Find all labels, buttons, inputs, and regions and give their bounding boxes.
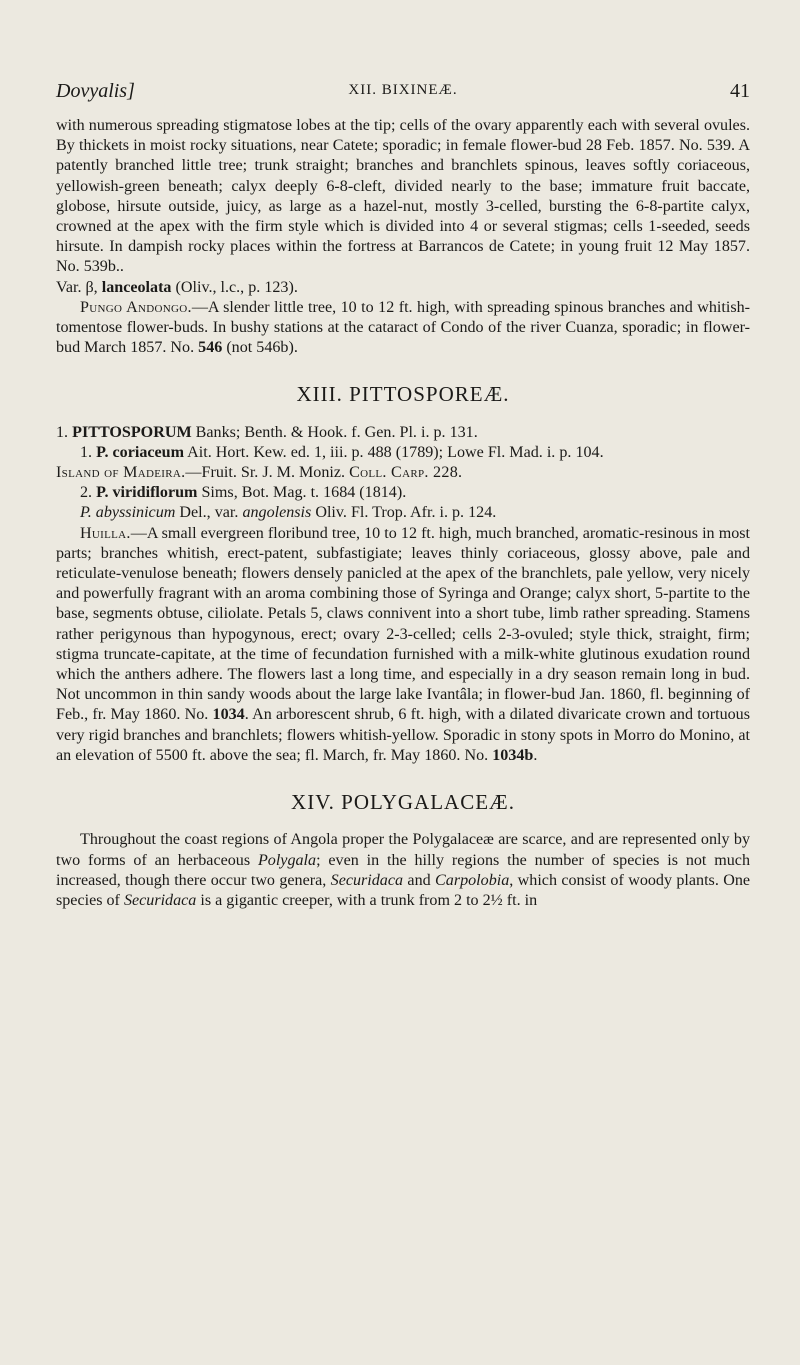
variety-name: lanceolata [101, 278, 172, 296]
genus-polygala: Polygala [257, 851, 317, 869]
locality-madeira: Island of Madeira. [56, 464, 186, 482]
synonym-variety: angolensis [242, 504, 312, 522]
intro-text: , which consist of woody plants. One species of [56, 871, 751, 909]
locality-pungo-andongo: Pungo Andongo. [80, 298, 192, 316]
locality-huilla: Huilla. [80, 524, 131, 542]
running-head-genus: Dovyalis] [56, 80, 135, 102]
species-citation: Sims, Bot. Mag. t. 1684 (1814). [201, 484, 407, 502]
species-name: P. viridiflorum [96, 484, 198, 502]
family-heading-polygalaceae: XIV. POLYGALACEÆ. [291, 790, 515, 815]
huilla-text-2: . An arborescent shrub, 6 ft. high, with a dilated divaricate crown and tortuous very rigid branches and branchlets; flowers whitish-yellow. Sporadic in stony spots in Morro do Monino, at an elevation of 5500 ft. above the sea; fl. March, fr. May 1860. No. [56, 706, 750, 764]
variety-label: Var. β, [56, 278, 98, 296]
species-name: P. coriaceum [96, 443, 185, 461]
synonym-citation: Oliv. Fl. Trop. Afr. i. p. 124. [315, 504, 497, 522]
species-viridiflorum [56, 483, 750, 503]
intro-text: and [407, 871, 431, 889]
collection-number: 1034b [492, 746, 534, 764]
running-head-chapter: XII. BIXINEÆ. [348, 82, 458, 98]
intro-text: Throughout the coast regions of Angola proper the Polygalaceæ are scarce, and are represented only by two forms of an herbaceous [56, 831, 750, 869]
pungo-andongo-entry [56, 298, 750, 359]
dovyalis-description: with numerous spreading stigmatose lobes at the tip; cells of the ovary apparently each with several ovules. By thickets in moist rocky situations, near Catete; sporadic; in female flower-bud 28 Feb. 1857. No. 539. A patently branched little tree; trunk straight; branches and branchlets spinous, leaves softly coriaceous, yellowish-green beneath; calyx deeply 6-8-cleft, divided nearly to the base; immature fruit baccate, globose, hirsute outside, juicy, as large as a hazel-nut, mostly 3-celled, bursting the 6-8-partite calyx, crowned at the apex with the firm style which is divided into 4 or several stigmas; cells 1-seeded, seeds hirsute. In dampish rocky places within the fortress at Barrancos de Catete; in young fruit 12 May 1857. No. 539b.. [56, 117, 750, 276]
intro-text: is a gigantic creeper, with a trunk from 2 to 2½ ft. in [200, 891, 538, 909]
pungo-andongo-text: —A slender little tree, 10 to 12 ft. high, with spreading spinous branches and whitish-tomentose flower-buds. In bushy stations at the cataract of Condo of the river Cuanza, sporadic; in flower-bud March 1857. No. [56, 298, 750, 357]
synonym-entry [56, 503, 750, 523]
genus-securidaca: Securidaca [330, 871, 404, 889]
huilla-text: —A small evergreen floribund tree, 10 to 12 ft. high, much branched, aromatic-resinous in most parts; branches whitish, erect-patent, subfastigiate; leaves thinly coriaceous, glossy above, pale and reticulate-venulose beneath; flowers densely panicled at the apex of the branchlets, pale yellow, very nicely and powerfully fragrant with an aroma combining those of Syringa and Orange; calyx short, 5-partite to the base, segments obtuse, ciliolate. Petals 5, claws connivent into a short tube, limb rather spreading. Stamens rather perigynous than hypogynous, erect; ovary 2-3-celled; cells 2-3-ovuled; style thick, straight, firm; stigma truncate-capitate, at the time of fecundation furnished with a milk-white glutinous exudation round which the anthers adhere. The flowers last a long time, and especially in a dry season remain long in bud. Not uncommon in thin sandy woods about the large lake Ivantâla; in flower-bud Jan. 1860, fl. beginning of Feb., fr. May 1860. No. [56, 524, 750, 724]
huilla-end: . [533, 746, 538, 764]
genus-pittosporum [56, 423, 750, 443]
family-heading-pittosporeae: XIII. PITTOSPOREÆ. [296, 382, 510, 407]
species-number: 2. [80, 484, 93, 502]
running-head [56, 80, 750, 106]
collection-number: 1034 [212, 706, 245, 724]
synonym-mid: Del., var. [179, 504, 239, 522]
variety-entry [56, 278, 750, 298]
genus-citation: Banks; Benth. & Hook. f. Gen. Pl. i. p. 131. [195, 423, 478, 441]
species-coriaceum [56, 443, 750, 463]
synonym-name: P. abyssinicum [80, 504, 176, 522]
polygalaceae-intro [56, 830, 750, 911]
variety-citation: (Oliv., l.c., p. 123). [175, 278, 298, 296]
collection-carp: Coll. Carp. 228. [349, 464, 463, 482]
genus-securidaca: Securidaca [123, 891, 197, 909]
intro-text: ; even in the hilly regions the number of species is not much increased, though there occur two genera, [56, 851, 750, 889]
collection-number: 546 [198, 339, 223, 357]
madeira-entry [56, 463, 750, 483]
page-body [56, 116, 750, 911]
genus-number: 1. [56, 423, 69, 441]
species-number: 1. [80, 443, 93, 461]
genus-name: PITTOSPORUM [72, 423, 192, 441]
madeira-text: —Fruit. Sr. J. M. Moniz. [185, 464, 346, 482]
species-citation: Ait. Hort. Kew. ed. 1, iii. p. 488 (1789); Lowe Fl. Mad. i. p. 104. [187, 443, 604, 461]
genus-carpolobia: Carpolobia [435, 871, 510, 889]
page-number: 41 [730, 80, 750, 102]
huilla-entry [56, 524, 750, 766]
pungo-andongo-tail: (not 546b). [226, 339, 298, 357]
